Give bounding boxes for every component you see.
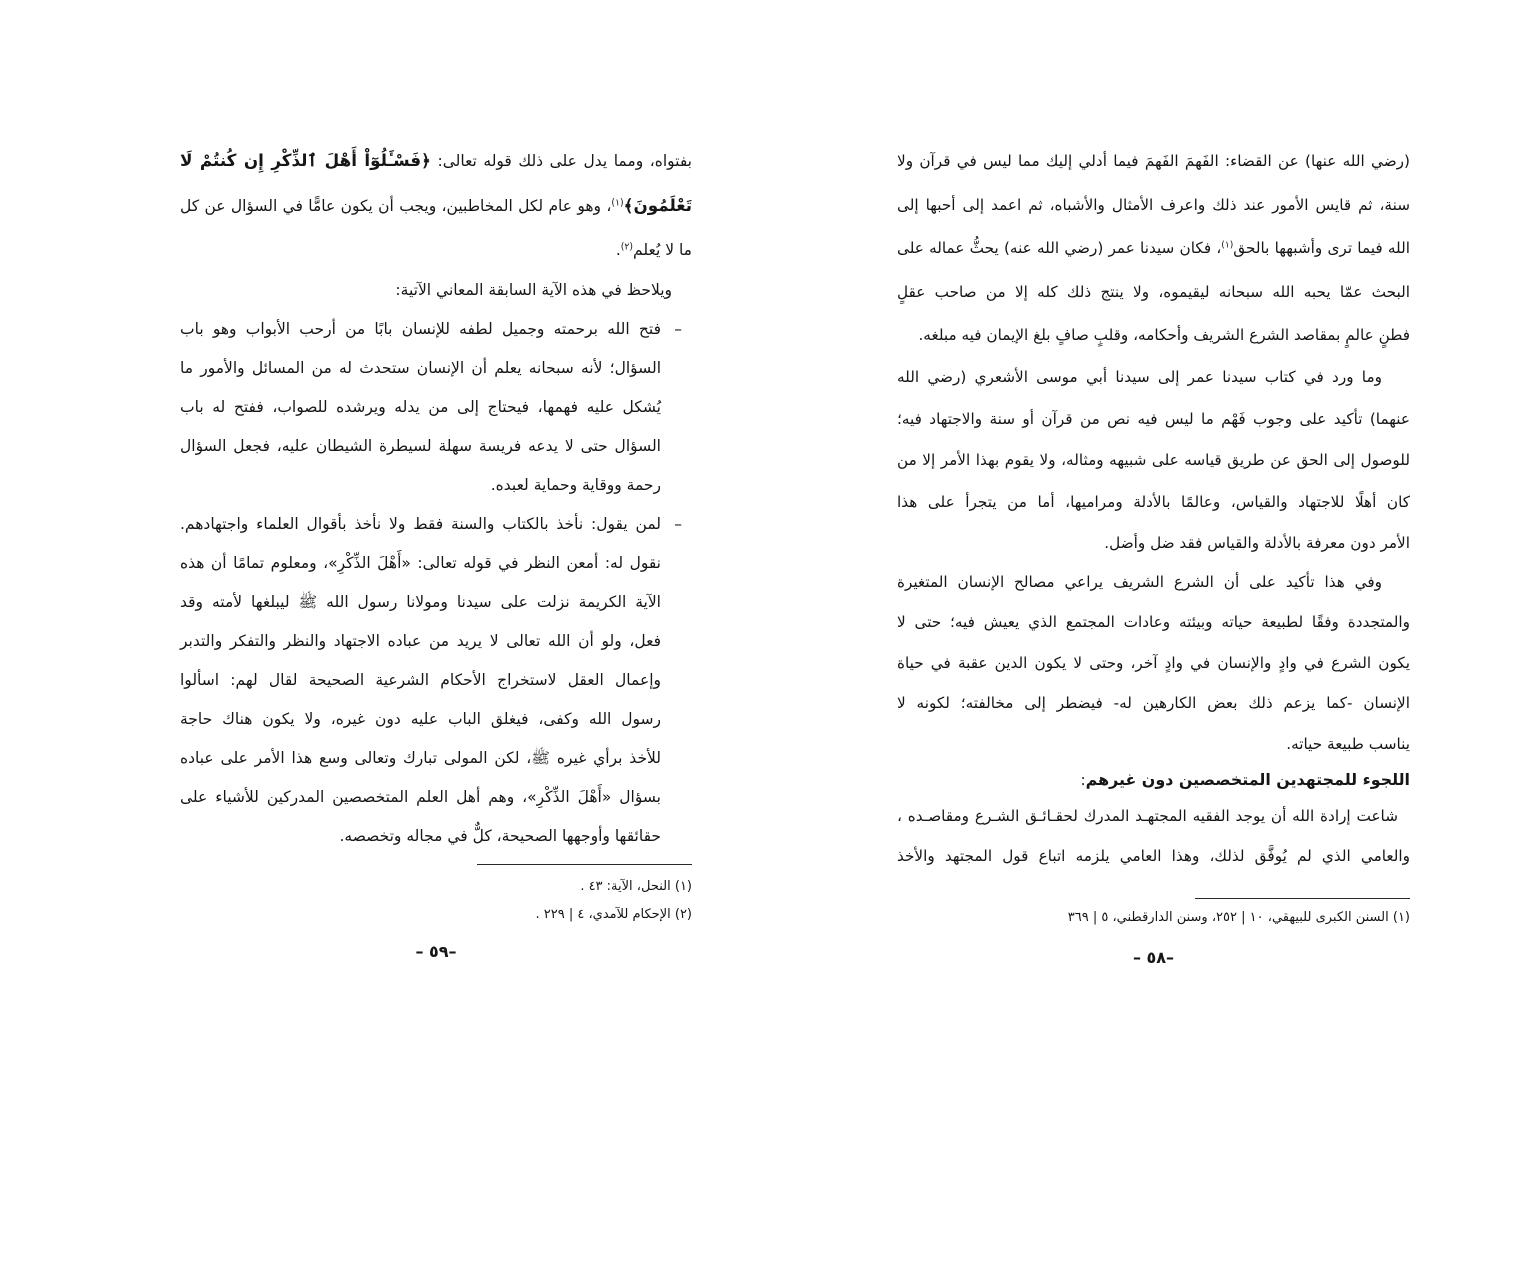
section-heading — [897, 762, 1410, 798]
text-line: وفي هذا تأكيد على أن الشرع الشريف يراعي مصالح الإنسان المتغيرة — [897, 572, 1382, 591]
page-number: –٥٨ – — [1132, 948, 1175, 967]
text-line: يكون الشرع في وادٍ والإنسان في وادٍ آخر، وحتى لا يكون الدين عقبة في حياة — [897, 653, 1410, 672]
heading-text: اللجوء للمجتهدين المتخصصين دون غيرهم — [1085, 770, 1410, 789]
text-line — [180, 138, 692, 183]
text-line: والعامي الذي لم يُوفَّق لذلك، وهذا العامي يلزمه اتباع قول المجتهد والأخذ — [897, 847, 1410, 865]
text-segment: بفتواه، ومما يدل على ذلك قوله تعالى: — [430, 152, 692, 170]
text-line: ويلاحظ في هذه الآية السابقة المعاني الآتية: — [395, 281, 672, 299]
page-number: –٥٩ – — [415, 942, 457, 961]
bullet-marker: – — [674, 320, 682, 338]
footnote: (١) النحل، الآية: ٤٣ . — [580, 879, 692, 894]
text-line: رسول الله وكفى، فيغلق الباب عليه دون غيره، ولا يكون هناك حاجة — [180, 710, 661, 728]
paragraph — [180, 270, 692, 310]
text-line: الأمر دون معرفة بالأدلة والقياس فقد ضل وأضل. — [1104, 534, 1410, 553]
bullet-item — [180, 505, 692, 856]
footnote-separator — [1195, 898, 1410, 899]
text-line: يناسب طبيعة حياته. — [1286, 734, 1410, 753]
bullet-item — [180, 310, 692, 505]
text-line: والمتجددة وفقًا لطبيعة حياته وبيئته وعادات المجتمع الذي يعيش فيه؛ حتى لا — [897, 613, 1410, 632]
text-line: يُشكل عليه فهمها، فيحتاج إلى من يدله ويرشده للصواب، ففتح له باب — [180, 398, 661, 416]
text-line — [897, 227, 1410, 271]
footnote-ref: (١) — [1221, 240, 1234, 251]
text-line: نقول له: أمعن النظر في قوله تعالى: «أَهْلَ الذِّكْرِ»، ومعلوم تمامًا أن هذه — [180, 554, 661, 572]
quran-verse: تَعْلَمُونَ﴾ — [623, 195, 692, 215]
footnotes — [897, 906, 1410, 930]
text-segment: ، وهو عام لكل المخاطبين، ويجب أن يكون عامًّا في السؤال عن كل — [180, 197, 612, 215]
heading-line — [897, 762, 1410, 798]
paragraph — [897, 357, 1410, 565]
text-line: كان أهلًا للاجتهاد والقياس، وعالمًا بالأدلة ومراميها، أما من يتجرأ على هذا — [897, 492, 1410, 511]
footnote-ref: (١) — [611, 197, 624, 209]
text-line: لمن يقول: نأخذ بالكتاب والسنة فقط ولا نأخذ بأقوال العلماء واجتهادهم. — [180, 515, 661, 533]
text-line: رحمة ووقاية وحماية لعبده. — [490, 476, 661, 494]
text-line: السؤال؛ لأنه سبحانه يعلم أن الإنسان ستحدث له من المسائل والأمور ما — [180, 359, 661, 377]
paragraph — [180, 138, 692, 272]
text-line: للوصول إلى الحق عن طريق قياسه على شبيهه ومثاله، ولا يقوم بهذا الأمر إلا من — [897, 451, 1410, 470]
quran-verse: ﴿فَسْـَٔلُوٓاْ أَهْلَ ٱلذِّكْرِ إِن كُنتُمْ لَا — [180, 150, 431, 170]
text-line: بسؤال «أَهْلَ الذِّكْرِ»، وهم أهل العلم المتخصصين المدركين للأشياء على — [180, 788, 661, 806]
footnote: (٢) الإحكام للآمدي، ٤ | ٢٢٩ . — [535, 907, 692, 922]
text-segment: ما لا يُعلم — [633, 241, 692, 259]
paragraph — [897, 562, 1410, 765]
text-segment: الله فيما ترى وأشبهها بالحق — [1233, 239, 1410, 258]
text-line: حقائقها وأوجهها الصحيحة، كلٌّ في مجاله وتخصصه. — [339, 827, 661, 845]
text-line — [180, 228, 692, 272]
left-page — [180, 0, 692, 1000]
text-line: الإنسان -كما يزعم ذلك بعض الكارهين له- فيضطر إلى مخالفته؛ لكونه لا — [897, 694, 1410, 713]
text-line: فتح الله برحمته وجميل لطفه للإنسان بابًا من أرحب الأبواب وهو باب — [180, 320, 661, 338]
text-line: وإعمال العقل لاستخراج الأحكام الشرعية الصحيحة لقال لهم: اسألوا — [180, 671, 661, 689]
content-flow — [180, 270, 692, 856]
text-segment: . — [615, 241, 621, 259]
footnote-separator — [477, 864, 692, 865]
text-line: للأخذ برأي غيره ﷺ، لكن المولى تبارك وتعالى وسع هذا الأمر على عباده — [180, 749, 661, 767]
paragraph — [897, 796, 1410, 876]
footnote: (١) السنن الكبرى للبيهقي، ١٠ | ٢٥٢، وسنن الدارقطني، ٥ | ٣٦٩ — [1067, 910, 1410, 925]
text-line: فطنٍ عالمٍ بمقاصد الشرع الشريف وأحكامه، وقلبٍ صافٍ بلغ الإيمان فيه مبلغه. — [918, 326, 1410, 345]
text-line: الآية الكريمة نزلت على سيدنا ومولانا رسول الله ﷺ ليبلغها لأمته وقد — [180, 593, 661, 611]
paragraph — [897, 140, 1410, 358]
text-line: سنة، ثم قايس الأمور عند ذلك واعرف الأمثال والأشباه، ثم اعمد إلى أحبها إلى — [897, 195, 1410, 214]
heading-colon: : — [1080, 771, 1086, 789]
text-line: السؤال حتى لا يدعه فريسة سهلة لسيطرة الشيطان عليه، فجعل السؤال — [180, 437, 661, 455]
text-line: عنهما) تأكيد على وجوب فَهْم ما ليس فيه نص من قرآن أو سنة والاجتهاد فيه؛ — [897, 409, 1410, 428]
footnotes — [180, 873, 692, 929]
text-segment: ، فكان سيدنا عمر (رضي الله عنه) يحثُّ عماله على — [897, 239, 1222, 258]
footnote-ref: (٢) — [620, 241, 634, 253]
text-line: (رضي الله عنها) عن القضاء: الفَهمَ الفَهمَ فيما أدلي إليك مما ليس في قرآن ولا — [897, 152, 1410, 171]
text-line: وما ورد في كتاب سيدنا عمر إلى سيدنا أبي موسى الأشعري (رضي الله — [897, 368, 1382, 387]
text-line: فعل، ولو أن الله تعالى لا يريد من عباده الاجتهاد والنظر والتفكر والتدبر — [180, 632, 661, 650]
bullet-marker: – — [674, 515, 682, 533]
right-page — [897, 0, 1410, 1000]
text-line: شاعت إرادة الله أن يوجد الفقيه المجتهـد المدرك لحقـائـق الشـرع ومقاصـده ، — [897, 807, 1398, 825]
text-line — [180, 183, 692, 228]
text-line: البحث عمّا يحبه الله سبحانه ليقيموه، ولا ينتج ذلك كله إلا من صاحب عقلٍ — [897, 282, 1410, 301]
